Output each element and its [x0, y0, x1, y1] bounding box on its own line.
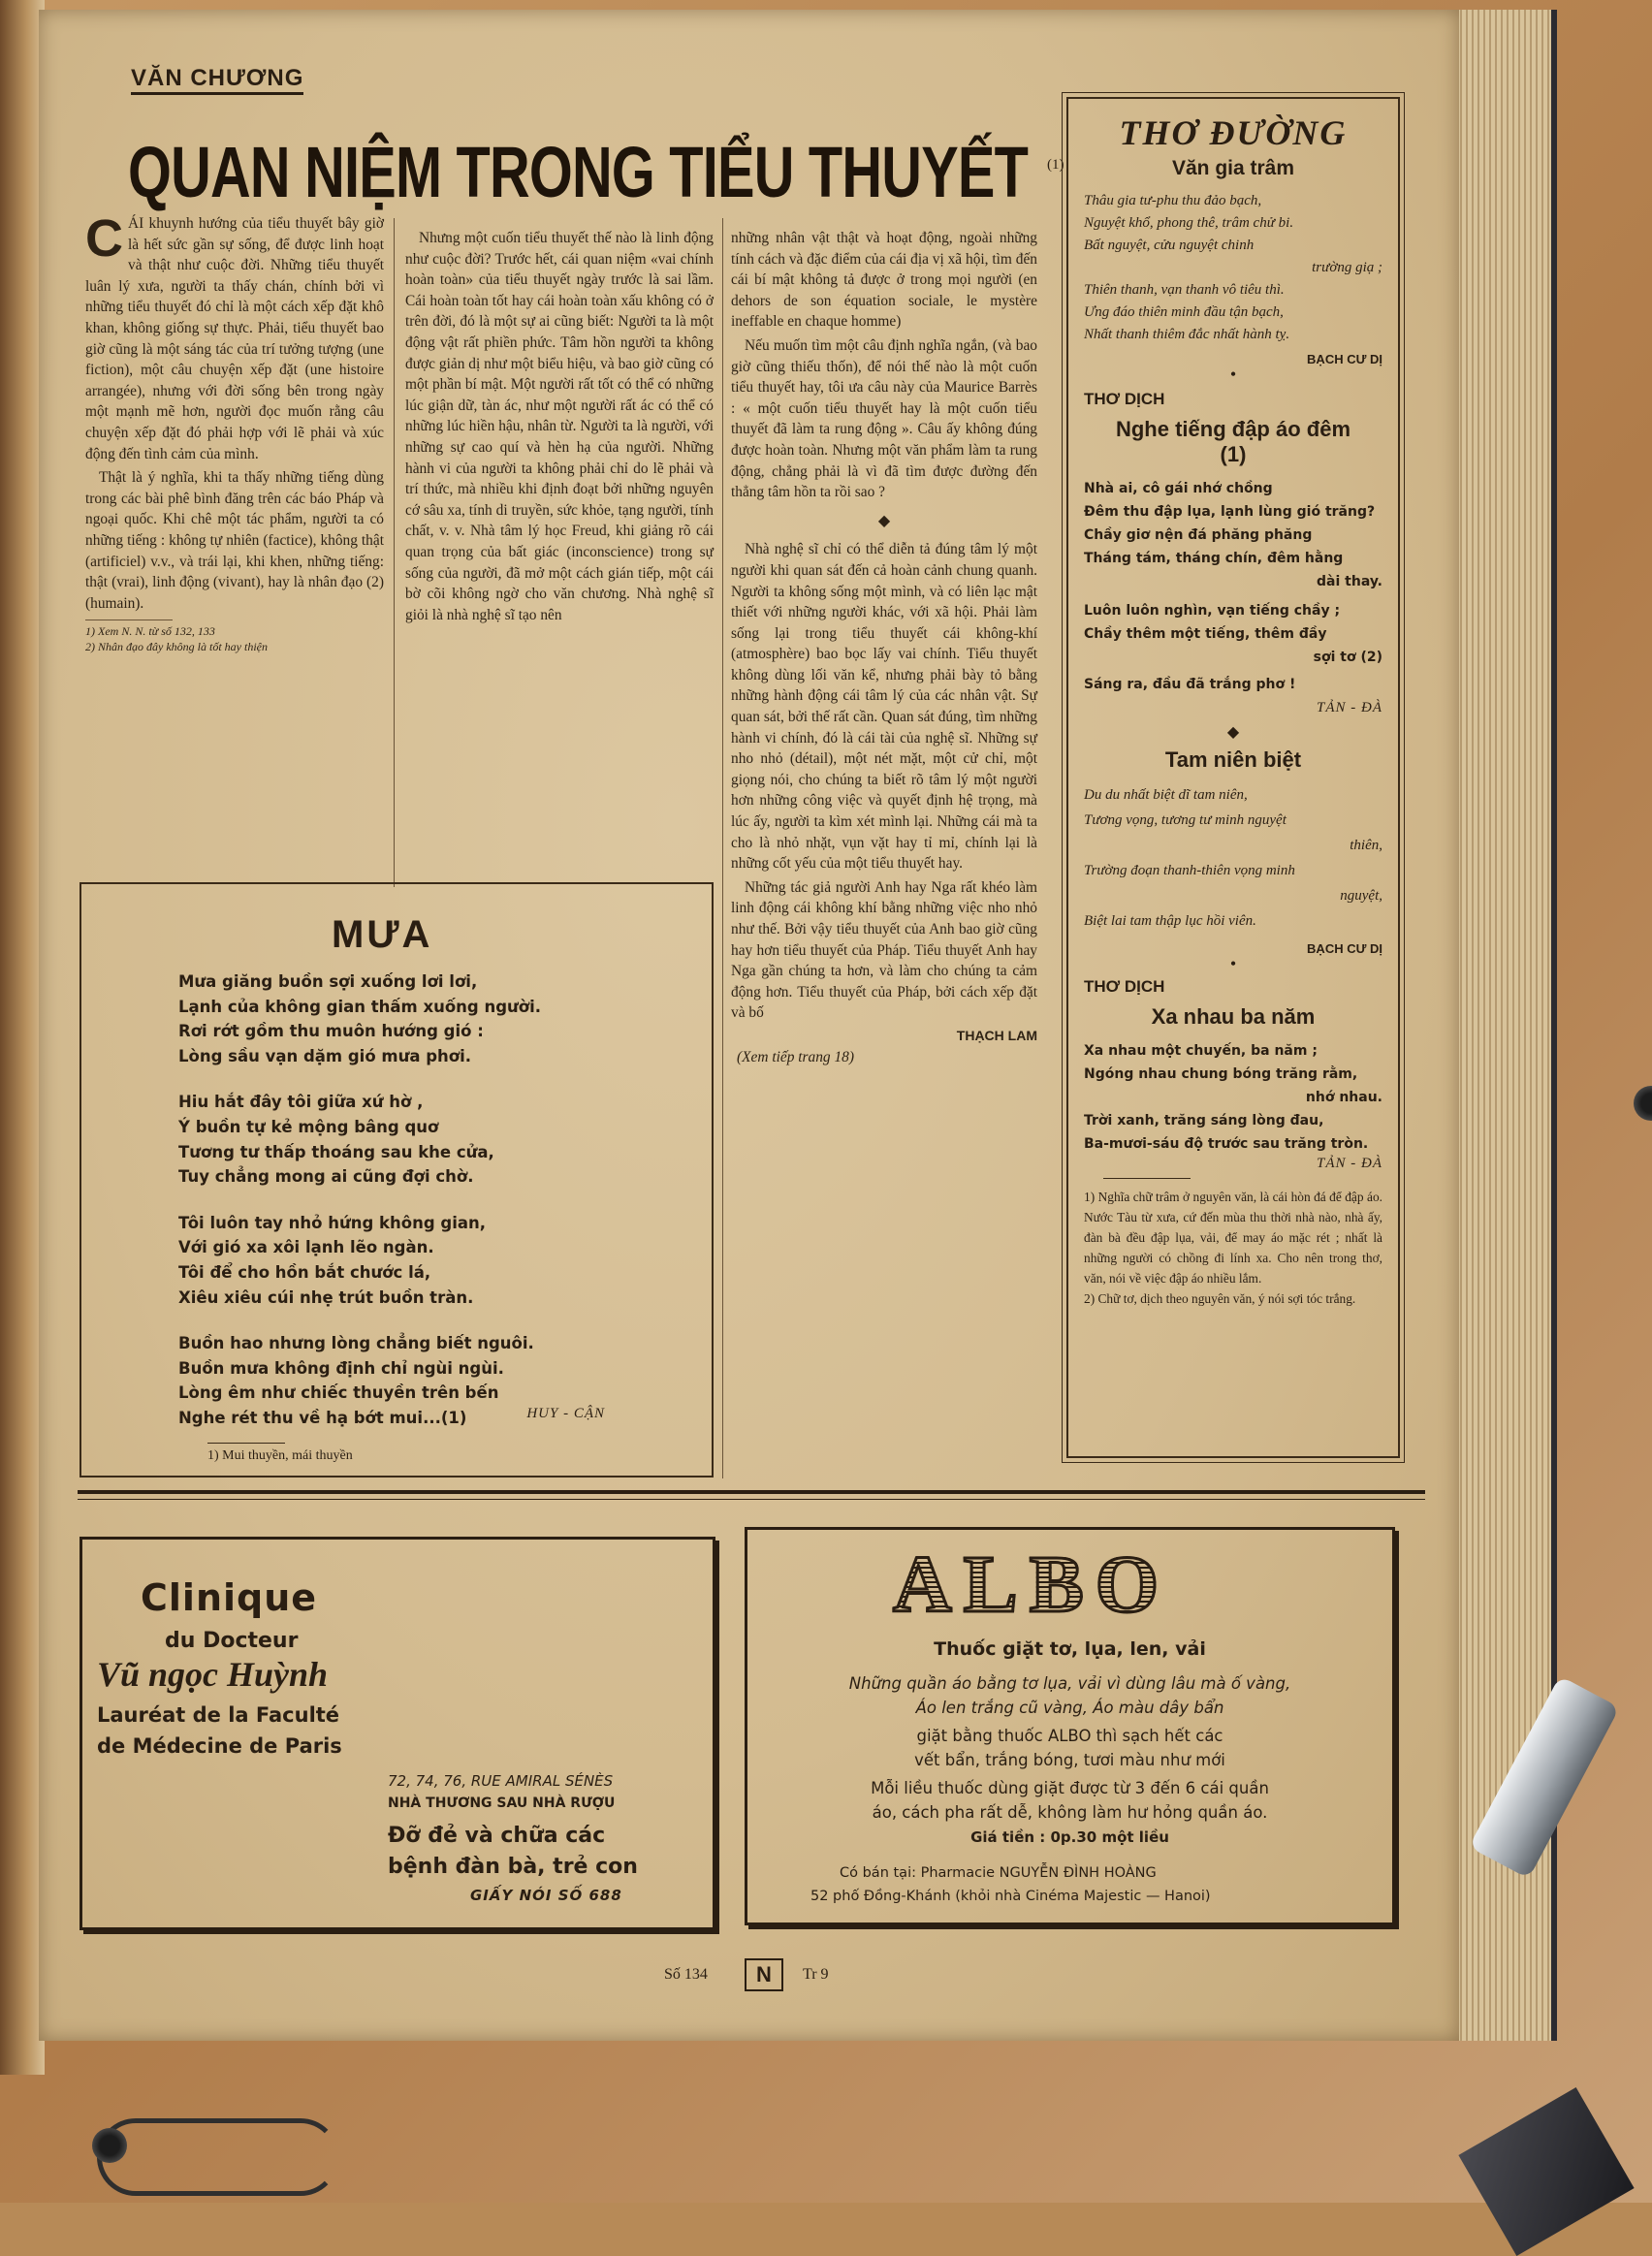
footnote: 1) Mui thuyền, mái thuyền — [207, 1448, 353, 1463]
paragraph: Những tác giả người Anh hay Nga rất khéo làm linh động cái không khí bằng những việc nho nhỏ như thế. Bởi vậy tiểu thuyết của Anh bao giờ cũng hay hơn tiểu thuyết của Pháp. Tiểu thuyết Anh hay Nga gần chúng ta hơn, và làm cho chúng ta cảm động hơn. Tiểu thuyết của Pháp, bởi cách xếp đặt và bố — [731, 878, 1037, 1022]
poem-line: Chầy giơ nện đá phăng phăng — [1084, 527, 1313, 543]
translator: TẢN - ĐÀ — [1317, 700, 1382, 715]
ad-line: Mỗi liều thuốc dùng giặt được từ 3 đến 6 cái quần — [871, 1779, 1269, 1797]
clinic-service-2: bệnh đàn bà, trẻ con — [388, 1855, 638, 1879]
poem-title: MƯA — [332, 913, 433, 956]
poem-line: Ba-mươi-sáu độ trước sau trăng tròn. — [1084, 1136, 1369, 1152]
poem-line: Tôi để cho hồn bắt chước lá, — [178, 1262, 431, 1282]
poem-line: Mưa giăng buồn sợi xuống lơi lơi, — [178, 972, 478, 991]
horizontal-rule — [78, 1490, 1425, 1494]
ad-line: áo, cách pha rất dễ, không làm hư hỏng quần áo. — [872, 1803, 1268, 1822]
poem-line: Ưng đáo thiên minh đầu tận bạch, — [1084, 304, 1284, 320]
footnote-rule — [1103, 1178, 1191, 1179]
poem-title: Tam niên biệt — [1164, 747, 1302, 772]
ad-albo — [745, 1527, 1395, 1925]
poem-line: Buồn mưa không định chỉ ngùi ngùi. — [178, 1358, 504, 1378]
poem-line: Với gió xa xôi lạnh lẽo ngàn. — [178, 1238, 434, 1257]
poem-line: Nghe rét thu về hạ bớt mui...(1) — [178, 1408, 467, 1427]
title-footnote-ref: (1) — [1047, 157, 1064, 173]
poem-box-mua — [79, 882, 714, 1478]
poem-line: Buồn hao nhưng lòng chẳng biết nguôi. — [178, 1334, 534, 1353]
poem-line: Biệt lai tam thập lục hồi viên. — [1084, 913, 1256, 929]
newspaper-page — [39, 10, 1459, 2041]
ad-line: Áo len trắng cũ vàng, Áo màu dây bẩn — [915, 1699, 1224, 1717]
poem-author: BẠCH CƯ DỊ — [1307, 941, 1382, 956]
stanza — [178, 1090, 702, 1189]
separator-dot-icon: • — [1230, 956, 1236, 972]
stanza — [178, 969, 702, 1068]
translation-title: Xa nhau ba năm — [1151, 1004, 1316, 1029]
ad-clinique-line4: de Médecine de Paris — [97, 1734, 342, 1758]
article-author: THẠCH LAM — [956, 1027, 1037, 1043]
separator-diamond-icon: ◆ — [1226, 724, 1240, 741]
poem-line: trường giạ ; — [1312, 260, 1382, 275]
poem-line: Tuy chẳng mong ai cũng đợi chờ. — [178, 1167, 474, 1187]
horizontal-rule-thin — [78, 1499, 1425, 1500]
poem-line: Xa nhau một chuyến, ba năm ; — [1084, 1043, 1318, 1059]
paragraph: Nhà nghệ sĩ chỉ có thể diễn tả đúng tâm lý một người khi quan sát đến cả hoàn cảnh chung quanh. Người ta không sống một mình, và có liên lạc mật thiết với những người khác, với xã hội. Phải làm sống lại trong tiểu thuyết cái không-khí (atmosphère) bao bọc lấy vai chính. Tiểu thuyết không dùng lối văn kể, nhưng phải bày tỏ bằng những hành động cái tâm lý của các nhân vật. Sự quan sát, bởi thế rất cần. Quan sát đúng, tìm những hành vi chính, đó là cái tài của nghệ sĩ. Những sự nho nhỏ (détail), một nét mặt, một cử chỉ, một giọng nói, cho chúng ta biết rõ tâm lý một người hơn những công việc và quyết định hệ trọng, mà lúc ấy, người ta kìm xét mình lại. Những cái mà ta cho là nhỏ nhặt, vụn vặt hay tỉ mỉ, chính lại là những cốt yếu của một tiểu thuyết hay. — [731, 541, 1037, 873]
separator-diamond-icon: ◆ — [877, 512, 891, 529]
binder-ring — [92, 2128, 127, 2163]
translation-body — [1084, 477, 1382, 696]
poem-line: Sáng ra, đầu đã trắng phơ ! — [1084, 677, 1296, 692]
drop-cap: C — [85, 209, 123, 268]
paragraph: Nếu muốn tìm một câu định nghĩa ngắn, (và bao giờ cũng thiếu thốn), để nói thế nào là một cuốn tiểu thuyết hay, tôi ưa câu này của Maurice Barrès : « một cuốn tiểu thuyết hay là một cuốn tiểu thuyết đã làm ta rung động ». Câu ấy không đúng được hoàn toàn. Nhưng một văn phẩm làm ta rung động, chẳng phải là vì đã tìm được đường đến thẳng tâm hồn ta rồi sao ? — [731, 336, 1037, 501]
footnote-rule — [207, 1443, 285, 1444]
poem-body — [178, 969, 702, 1431]
issue-number: Số 134 — [664, 1966, 708, 1983]
poem-line: Hiu hắt đây tôi giữa xứ hờ , — [178, 1093, 424, 1112]
article-column-3 — [731, 228, 1037, 1068]
section-label: VĂN CHƯƠNG — [131, 65, 303, 95]
poem-line: nguyệt, — [1340, 888, 1382, 904]
poem-line: thiên, — [1350, 838, 1382, 853]
column-rule — [722, 218, 723, 1478]
ad-clinique-line3: Lauréat de la Faculté — [97, 1703, 340, 1727]
translation-label: THƠ DỊCH — [1084, 390, 1165, 408]
clinic-service-1: Đỡ đẻ và chữa các — [388, 1824, 606, 1848]
poem-line: Trường đoạn thanh-thiên vọng minh — [1084, 863, 1295, 878]
albo-subtitle: Thuốc giặt tơ, lụa, len, vải — [934, 1638, 1206, 1660]
poem-line: Thâu gia tư-phu thu đảo bạch, — [1084, 193, 1262, 208]
poetry-box-tho-duong — [1066, 97, 1400, 1458]
poem-line: Trời xanh, trăng sáng lòng đau, — [1084, 1113, 1324, 1128]
ad-clinique-line1: Clinique — [141, 1576, 318, 1619]
poem-line: Xiêu xiêu cúi nhẹ trút buồn tràn. — [178, 1287, 474, 1307]
ad-line: giặt bằng thuốc ALBO thì sạch hết các — [916, 1727, 1223, 1745]
poem-line: Nhà ai, cô gái nhớ chồng — [1084, 481, 1273, 496]
column-rule — [394, 218, 395, 887]
poem-line: Tương vọng, tương tư minh nguyệt — [1084, 812, 1287, 828]
albo-seller: Có bán tại: Pharmacie NGUYỄN ĐÌNH HOÀNG — [840, 1865, 1157, 1881]
footnote: 1) Xem N. N. từ số 132, 133 — [85, 624, 215, 639]
box-notes: 1) Nghĩa chữ trâm ở nguyên văn, là cái hòn đá để đập áo. Nước Tàu từ xưa, cứ đến mùa thu thời nhà nào, nhà ấy, đàn bà đều đập lụa, vải, để may áo mặc rét ; nhất là những người có chồng đi lính xa. Cho nên trong thơ, văn, nói về việc đập áo nhiều lắm. — [1084, 1190, 1382, 1286]
poem-line: Lạnh của không gian thấm xuống người. — [178, 997, 542, 1016]
poem-line: Tương tư thấp thoáng sau khe cửa, — [178, 1142, 494, 1161]
ad-clinique — [79, 1537, 715, 1930]
translator: TẢN - ĐÀ — [1317, 1156, 1382, 1171]
paragraph: Nhưng một cuốn tiểu thuyết thế nào là linh động như cuộc đời? Trước hết, cái quan niệm «vai chính hoàn toàn» của tiểu thuyết ngày trước là sai lầm. Cái hoàn toàn tốt hay cái hoàn toàn xấu không có ở trên đời, đó là một sự ai cũng biết: Người ta là một động vật rất phiền phức. Tâm hồn người ta không được giản dị như một biểu hiệu, và bao giờ cũng có một phần bí mật. Một người rất tốt có thể có những lúc giận dữ, tàn ác, như một người rất ác có thể có những lúc hiền hậu, nhân từ. Người ta là người, với những sự cao quí và hèn hạ của người. Những hành vi của người ta không phải chỉ do lẽ phải và trí thức, mà nhiều khi định đoạt bởi những nguyên cớ sâu xa, tính di truyền, sức khỏe, tạng người, tính chất, v. v. Nhà tâm lý học Freud, khi giảng rõ cái quan trọng của bất giác (inconscience) trong sự sống của người, đã mở một cách gián tiếp, một cái bờ cõi không ngờ cho văn chương. Nhà nghệ sĩ giỏi là nhà nghệ sĩ tạo nên — [405, 230, 714, 623]
poem-author: BẠCH CƯ DỊ — [1307, 352, 1382, 366]
ad-clinique-line2: du Docteur — [165, 1629, 299, 1653]
article-column-1 — [85, 209, 384, 654]
paragraph: Thật là ý nghĩa, khi ta thấy những tiếng dùng trong các bài phê bình đăng trên các báo Pháp và ngoại quốc. Khi chê một tác phẩm, người ta có những tiếng : không tự nhiên (factice), không thật (artificiel) v.v., và trái lại, khi khen, những tiếng: thật (vrai), linh động (vivant), hay là nhân đạo (2) (humain). — [85, 469, 384, 612]
albo-price: Giá tiền : 0p.30 một liều — [970, 1828, 1169, 1846]
clinic-address: 72, 74, 76, RUE AMIRAL SÉNÈS — [388, 1772, 614, 1790]
poem-body — [1084, 782, 1382, 934]
translation-label: THƠ DỊCH — [1084, 977, 1165, 996]
poem-body — [1084, 190, 1382, 346]
albo-text — [757, 1671, 1382, 1825]
poem-line: Nguyệt khổ, phong thê, trâm chử bi. — [1084, 215, 1294, 231]
stanza — [178, 1211, 702, 1310]
poem-line: Lòng êm như chiếc thuyền trên bến — [178, 1383, 499, 1403]
paragraph: ÁI khuynh hướng của tiểu thuyết bây giờ là hết sức gần sự sống, để được linh hoạt và thật như cuộc đời. Những tiểu thuyết luân lý xưa, người ta thấy chán, chính bởi vì những tiểu thuyết đó chỉ là một cách xếp đặt khô khan, không giống sự thực. Phải, tiểu thuyết bao giờ cũng là một sáng tác của trí tưởng tượng (une fiction), một câu chuyện xếp đặt (une histoire arrangée), nhưng với đời sống bên trong ngày một mạnh mẽ hơn, người đọc muốn rằng câu chuyện xếp đặt đó phải hợp với lẽ phải và xúc động đến tình cảm của mình. — [85, 215, 384, 462]
poem-line: dài thay. — [1317, 574, 1382, 589]
poem-line: Tháng tám, tháng chín, đêm hằng — [1084, 551, 1344, 566]
poem-line: Thiên thanh, vạn thanh vô tiêu thì. — [1084, 282, 1285, 298]
poem-line: Luôn luôn nghìn, vạn tiếng chầy ; — [1084, 603, 1341, 619]
poem-line: Rơi rớt gồm thu muôn hướng gió : — [178, 1022, 484, 1041]
doctor-name: Vũ ngọc Huỳnh — [97, 1655, 329, 1694]
poem-line: Bất nguyệt, cửu nguyệt chinh — [1084, 238, 1255, 253]
poem-line: Nhất thanh thiêm đắc nhất hành tỵ. — [1084, 327, 1290, 342]
poem-line: Du du nhất biệt dĩ tam niên, — [1084, 787, 1248, 803]
translation-body — [1084, 1039, 1382, 1156]
poem-line: Ý buồn tự kẻ mộng bâng quơ — [178, 1117, 439, 1136]
poem-line: Tôi luôn tay nhỏ hứng không gian, — [178, 1213, 487, 1232]
poem-line: sợi tơ (2) — [1313, 650, 1382, 665]
clinic-address-2: NHÀ THƯƠNG SAU NHÀ RƯỢU — [388, 1795, 616, 1811]
ad-line: Những quần áo bằng tơ lụa, vải vì dùng lâu mà ố vàng, — [848, 1674, 1291, 1693]
box-title: THƠ ĐƯỜNG — [1119, 113, 1348, 152]
box-notes: 2) Chữ tơ, dịch theo nguyên văn, ý nói sợi tóc trắng. — [1084, 1291, 1356, 1306]
poem-line: Lòng sầu vạn dặm gió mưa phơi. — [178, 1046, 472, 1065]
translation-title: Nghe tiếng đập áo đêm (1) — [1115, 417, 1351, 466]
poem-line: nhớ nhau. — [1305, 1090, 1382, 1105]
poem-line: Chầy thêm một tiếng, thêm đầy — [1084, 626, 1327, 642]
continued-note: (Xem tiếp trang 18) — [737, 1048, 854, 1065]
separator-dot-icon: • — [1230, 366, 1236, 383]
poem-author: HUY - CẬN — [526, 1406, 605, 1421]
article-title: QUAN NIỆM TRONG TIỂU THUYẾT — [128, 132, 1029, 212]
footnote: 2) Nhân đạo đây không là tốt hay thiện — [85, 640, 268, 654]
poem-title: Văn gia trâm — [1171, 157, 1295, 179]
page-number: Tr 9 — [803, 1966, 829, 1983]
newspaper-logo-icon: N — [745, 1958, 783, 1991]
albo-brand: ALBO — [893, 1540, 1171, 1630]
poem-line: Ngóng nhau chung bóng trăng rằm, — [1084, 1066, 1358, 1082]
article-column-2 — [405, 228, 714, 628]
albo-seller-address: 52 phố Đồng-Khánh (khỏi nhà Cinéma Majestic — Hanoi) — [810, 1889, 1211, 1904]
poem-line: Đêm thu đập lụa, lạnh lùng gió trăng? — [1084, 504, 1376, 520]
binder-clip — [97, 2118, 339, 2196]
clinic-phone: GIẤY NÓI SỐ 688 — [470, 1887, 622, 1904]
paragraph: những nhân vật thật và hoạt động, ngoài những tính cách và đặc điểm của cái địa vị xã hội, tìm đến cái bí mật không tả được ở trong mọi người (en dehors de son équation sociale, le mystère ineffable en chaque homme) — [731, 230, 1037, 331]
ad-line: vết bẩn, trắng bóng, tươi màu như mới — [914, 1751, 1225, 1769]
